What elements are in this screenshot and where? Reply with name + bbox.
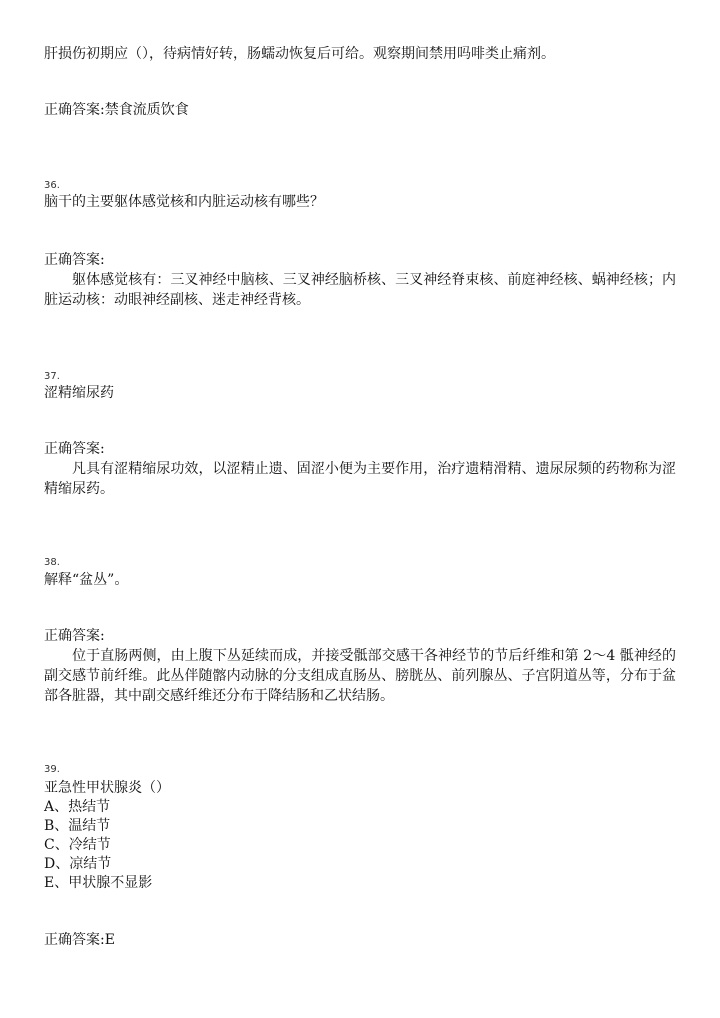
answer-37-body: 凡具有涩精缩尿功效，以涩精止遗、固涩小便为主要作用，治疗遗精滑精、遗尿尿频的药物称为涩精缩尿药。 [44,461,676,497]
question-35-text: 肝损伤初期应（），待病情好转，肠蠕动恢复后可给。观察期间禁用吗啡类止痛剂。 [44,46,555,62]
answer-38-text [44,646,676,706]
answer-37-label: 正确答案: [44,441,105,457]
option-b: B、温结节 [44,818,111,834]
answer-37-text [44,459,676,499]
option-c: C、冷结节 [44,837,111,853]
question-39-text: 亚急性甲状腺炎（） [44,780,170,796]
answer-36-text [44,270,676,310]
answer-36-label: 正确答案: [44,252,105,268]
question-37-text: 涩精缩尿药 [44,385,114,401]
question-39-number: 39. [44,764,60,775]
option-d: D、凉结节 [44,856,112,872]
answer-39-label: 正确答案:E [44,932,115,948]
question-36-number: 36. [44,180,60,191]
option-a: A、热结节 [44,799,111,815]
question-37-number: 37. [44,371,60,382]
answer-35-label: 正确答案:禁食流质饮食 [44,102,189,118]
question-38-text: 解释“盆丛”。 [44,572,129,588]
question-36-text: 脑干的主要躯体感觉核和内脏运动核有哪些？ [44,194,324,210]
answer-38-label: 正确答案: [44,628,105,644]
answer-38-body: 位于直肠两侧，由上腹下丛延续而成，并接受骶部交感干各神经节的节后纤维和第 2～4 骶神经的副交感节前纤维。此丛伴随髂内动脉的分支组成直肠丛、膀胱丛、前列腺丛、子宫阴道丛等，分布于盆部各脏器，其中副交感纤维还分布于降结肠和乙状结肠。 [44,648,676,704]
question-38-number: 38. [44,557,60,568]
answer-36-body: 躯体感觉核有：三叉神经中脑核、三叉神经脑桥核、三叉神经脊束核、前庭神经核、蜗神经核；内脏运动核：动眼神经副核、迷走神经背核。 [44,272,676,308]
option-e: E、甲状腺不显影 [44,875,153,891]
